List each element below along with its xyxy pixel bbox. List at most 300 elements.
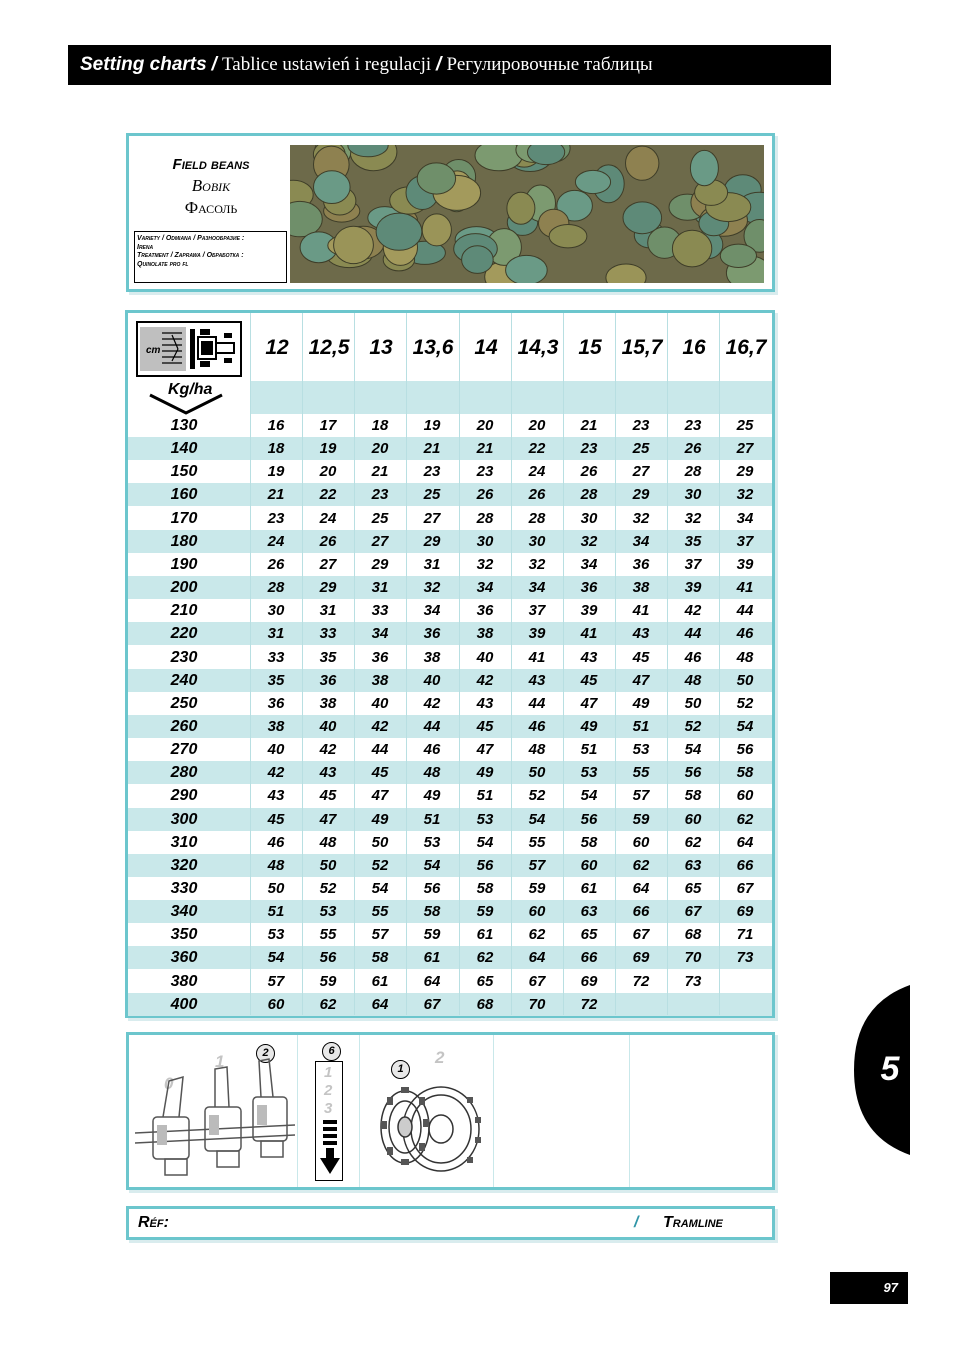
- setting-cell: 46: [684, 648, 702, 666]
- setting-cell: 66: [736, 856, 754, 874]
- header-separator: /: [435, 54, 447, 75]
- setting-cell: 53: [267, 926, 285, 944]
- setting-cell: 43: [528, 671, 546, 689]
- setting-cell: 34: [632, 532, 650, 550]
- setting-cell: 47: [371, 787, 389, 805]
- setting-cell: 71: [736, 926, 754, 944]
- setting-cell: 34: [528, 579, 546, 597]
- setting-cell: 46: [423, 741, 441, 759]
- bean-shape: [376, 213, 422, 250]
- variety-box: [134, 231, 287, 283]
- setting-cell: 51: [476, 787, 494, 805]
- setting-cell: 38: [476, 625, 494, 643]
- setting-cell: 56: [423, 880, 441, 897]
- setting-cell: 23: [684, 417, 702, 434]
- setting-cell: 53: [319, 903, 337, 921]
- setting-cell: 73: [736, 949, 754, 967]
- setting-cell: 66: [632, 903, 650, 921]
- setting-cell: 22: [528, 440, 546, 458]
- variety-value: Irena: [137, 243, 154, 251]
- setting-cell: 48: [684, 671, 702, 689]
- setting-cell: 23: [580, 440, 598, 458]
- column-divider: [615, 313, 616, 1015]
- table-row: [128, 460, 772, 483]
- reference-slash: /: [634, 1214, 639, 1231]
- bean-shape: [623, 202, 662, 234]
- speed-header-4: 14: [459, 313, 512, 383]
- setting-cell: 39: [736, 555, 754, 573]
- setting-cell: 59: [476, 903, 494, 921]
- gear-sprocket-icon: [367, 1077, 487, 1177]
- setting-cell: 60: [528, 903, 546, 921]
- setting-cell: 43: [632, 625, 650, 643]
- setting-cell: 28: [528, 509, 546, 527]
- setting-cell: 50: [267, 880, 285, 897]
- setting-cell: 67: [684, 903, 702, 921]
- setting-cell: 35: [319, 648, 337, 666]
- rate-unit-label: Kg/ha: [168, 381, 213, 398]
- setting-cell: 49: [476, 764, 494, 782]
- setting-cell: 30: [684, 486, 702, 504]
- setting-cell: 36: [371, 648, 389, 666]
- setting-cell: 24: [319, 509, 337, 527]
- scale-badge: 6: [322, 1042, 341, 1061]
- rate-cell: 260: [170, 717, 198, 735]
- setting-cell: 27: [423, 509, 441, 527]
- setting-cell: 54: [736, 717, 754, 735]
- setting-cell: 50: [684, 694, 702, 712]
- setting-cell: 32: [580, 532, 598, 550]
- setting-cell: 38: [632, 579, 650, 597]
- table-row: [128, 970, 772, 993]
- bean-shape: [549, 225, 587, 248]
- column-divider: [563, 313, 564, 1015]
- setting-cell: 64: [736, 833, 754, 851]
- page-header-bar: [68, 45, 831, 85]
- rate-cell: 180: [170, 532, 198, 550]
- setting-cell: 25: [423, 486, 441, 504]
- setting-cell: 55: [632, 764, 650, 782]
- setting-cell: 72: [580, 995, 598, 1013]
- setting-cell: 63: [580, 903, 598, 921]
- settings-divider: [629, 1035, 630, 1187]
- setting-cell: 23: [423, 463, 441, 481]
- rate-cell: 350: [170, 926, 198, 944]
- setting-cell: 27: [632, 463, 650, 481]
- setting-cell: 26: [684, 440, 702, 458]
- setting-cell: 51: [423, 810, 441, 828]
- setting-cell: 54: [267, 949, 285, 967]
- setting-cell: 32: [736, 486, 754, 504]
- rate-cell: 330: [170, 880, 198, 897]
- setting-cell: 50: [736, 671, 754, 689]
- bean-shape: [462, 246, 494, 274]
- setting-cell: 69: [736, 903, 754, 921]
- setting-cell: 31: [423, 555, 441, 573]
- setting-cell: 27: [371, 532, 389, 550]
- rate-cell: 290: [170, 787, 198, 805]
- setting-cell: 33: [371, 602, 389, 620]
- header-title-pl: Tablice ustawień i regulacji: [222, 54, 432, 75]
- setting-cell: 56: [580, 810, 598, 828]
- setting-cell: 64: [371, 995, 389, 1013]
- table-row: [128, 507, 772, 530]
- setting-cell: 50: [371, 833, 389, 851]
- rate-cell: 340: [170, 903, 198, 921]
- setting-cell: 48: [267, 856, 285, 874]
- setting-cell: 38: [423, 648, 441, 666]
- section-number: 5: [880, 1050, 900, 1088]
- crop-name-pl: Bobik: [191, 176, 231, 195]
- seed-photo: [290, 145, 764, 283]
- table-row: [128, 530, 772, 553]
- speed-header-7: 15,7: [615, 313, 668, 383]
- rate-cell: 320: [170, 856, 198, 874]
- crop-names: [137, 156, 285, 218]
- setting-cell: 29: [423, 532, 441, 550]
- setting-cell: 72: [632, 972, 650, 990]
- rate-cell: 220: [170, 625, 198, 643]
- setting-cell: 34: [423, 602, 441, 620]
- setting-cell: 60: [684, 810, 702, 828]
- header-title-ru: Регулировочные таблицы: [446, 54, 653, 75]
- setting-cell: 46: [736, 625, 754, 643]
- setting-cell: 41: [580, 625, 598, 643]
- rate-cell: 160: [170, 486, 198, 504]
- setting-cell: 40: [476, 648, 494, 666]
- rate-cell: 380: [170, 972, 198, 990]
- setting-cell: 56: [736, 741, 754, 759]
- scale-indicator: [315, 1061, 343, 1181]
- setting-cell: 51: [580, 741, 598, 759]
- setting-cell: 67: [423, 995, 441, 1013]
- column-divider: [354, 313, 355, 1015]
- setting-cell: 59: [423, 926, 441, 944]
- rate-cell: 230: [170, 648, 198, 666]
- setting-cell: 30: [476, 532, 494, 550]
- setting-cell: 60: [632, 833, 650, 851]
- rate-cell: 210: [170, 602, 198, 620]
- rate-cell: 140: [170, 440, 198, 458]
- setting-cell: 45: [476, 717, 494, 735]
- setting-cell: 45: [632, 648, 650, 666]
- setting-cell: 55: [319, 926, 337, 944]
- column-divider: [719, 313, 720, 1015]
- setting-cell: 36: [580, 579, 598, 597]
- setting-cell: 67: [528, 972, 546, 990]
- setting-cell: 25: [371, 509, 389, 527]
- setting-cell: 35: [684, 532, 702, 550]
- crop-name-ru: Фасоль: [184, 198, 238, 217]
- setting-cell: 61: [371, 972, 389, 990]
- setting-cell: 54: [580, 787, 598, 805]
- setting-cell: 45: [580, 671, 598, 689]
- setting-cell: 43: [267, 787, 285, 805]
- setting-cell: 70: [684, 949, 702, 967]
- setting-cell: 46: [528, 717, 546, 735]
- rate-cell: 200: [170, 579, 198, 597]
- column-divider: [459, 313, 460, 1015]
- setting-cell: 55: [528, 833, 546, 851]
- setting-cell: 33: [267, 648, 285, 666]
- setting-cell: 45: [319, 787, 337, 805]
- setting-cell: 38: [267, 717, 285, 735]
- setting-cell: 29: [371, 555, 389, 573]
- setting-cell: 57: [528, 856, 546, 874]
- setting-cell: 65: [580, 926, 598, 944]
- setting-cell: 38: [371, 671, 389, 689]
- setting-cell: 56: [476, 856, 494, 874]
- setting-cell: 65: [476, 972, 494, 990]
- setting-cell: 19: [319, 440, 337, 458]
- bean-shape: [422, 214, 451, 246]
- tramline-label: Tramline: [663, 1214, 723, 1231]
- speed-header-5: 14,3: [511, 313, 564, 383]
- setting-cell: 64: [528, 949, 546, 967]
- icon-unit-cm: cm: [146, 345, 161, 356]
- setting-cell: 51: [632, 717, 650, 735]
- table-row: [128, 854, 772, 877]
- setting-cell: 47: [319, 810, 337, 828]
- setting-cell: 21: [371, 463, 389, 481]
- table-row: [128, 437, 772, 460]
- table-row: [128, 692, 772, 715]
- setting-cell: 37: [736, 532, 754, 550]
- setting-cell: 40: [371, 694, 389, 712]
- header-separator: /: [211, 54, 223, 75]
- setting-cell: 21: [267, 486, 285, 504]
- setting-cell: 42: [476, 671, 494, 689]
- setting-cell: 40: [319, 717, 337, 735]
- rate-table: [125, 310, 775, 1018]
- setting-cell: 51: [267, 903, 285, 921]
- setting-cell: 52: [319, 880, 337, 897]
- setting-cell: 43: [319, 764, 337, 782]
- setting-cell: 20: [528, 417, 546, 434]
- setting-cell: 32: [528, 555, 546, 573]
- setting-cell: 35: [267, 671, 285, 689]
- setting-cell: 60: [736, 787, 754, 805]
- setting-cell: 62: [528, 926, 546, 944]
- setting-cell: 42: [319, 741, 337, 759]
- setting-cell: 58: [423, 903, 441, 921]
- settings-divider: [359, 1035, 360, 1187]
- setting-cell: 34: [580, 555, 598, 573]
- setting-cell: 32: [476, 555, 494, 573]
- scale-position-3: 3: [324, 1100, 333, 1117]
- setting-cell: 62: [632, 856, 650, 874]
- setting-cell: 40: [267, 741, 285, 759]
- speed-header-6: 15: [563, 313, 616, 383]
- setting-cell: 23: [267, 509, 285, 527]
- setting-cell: 65: [684, 880, 702, 897]
- page-number: 97: [830, 1272, 908, 1304]
- header-title-en: Setting charts: [80, 54, 207, 75]
- setting-cell: 28: [684, 463, 702, 481]
- table-row: [128, 761, 772, 784]
- setting-cell: 37: [528, 602, 546, 620]
- bean-shape: [690, 150, 718, 185]
- bean-shape: [720, 244, 756, 267]
- rate-cell: 170: [170, 509, 198, 527]
- setting-cell: 36: [267, 694, 285, 712]
- setting-cell: 29: [632, 486, 650, 504]
- bean-shape: [506, 255, 548, 283]
- rate-cell: 310: [170, 833, 198, 851]
- setting-cell: 64: [423, 972, 441, 990]
- setting-cell: 45: [267, 810, 285, 828]
- table-row: [128, 900, 772, 923]
- setting-cell: 54: [684, 741, 702, 759]
- setting-cell: 61: [580, 880, 598, 897]
- speed-header-9: 16,7: [719, 313, 772, 383]
- setting-cell: 21: [423, 440, 441, 458]
- rate-cell: 270: [170, 741, 198, 759]
- speed-header-8: 16: [667, 313, 720, 383]
- setting-cell: 57: [371, 926, 389, 944]
- table-row: [128, 576, 772, 599]
- rate-cell: 240: [170, 671, 198, 689]
- setting-cell: 60: [580, 856, 598, 874]
- setting-cell: 33: [319, 625, 337, 643]
- reference-panel: [126, 1206, 775, 1240]
- setting-cell: 31: [371, 579, 389, 597]
- setting-cell: 25: [632, 440, 650, 458]
- setting-cell: 55: [371, 903, 389, 921]
- setting-cell: 62: [476, 949, 494, 967]
- rate-cell: 130: [170, 417, 198, 434]
- lever-position-1: 1: [215, 1052, 225, 1071]
- bean-shape: [334, 226, 374, 263]
- setting-cell: 50: [319, 856, 337, 874]
- rate-cell: 400: [170, 995, 198, 1013]
- setting-cell: 19: [267, 463, 285, 481]
- section-tab: [854, 985, 954, 1155]
- setting-cell: 36: [319, 671, 337, 689]
- setting-cell: 17: [319, 417, 337, 434]
- setting-cell: 39: [684, 579, 702, 597]
- setting-cell: 29: [736, 463, 754, 481]
- table-row: [128, 877, 772, 900]
- setting-cell: 24: [267, 532, 285, 550]
- setting-cell: 36: [632, 555, 650, 573]
- setting-cell: 30: [267, 602, 285, 620]
- setting-cell: 47: [580, 694, 598, 712]
- table-row: [128, 784, 772, 807]
- setting-cell: 59: [632, 810, 650, 828]
- setting-cell: 32: [684, 509, 702, 527]
- setting-cell: 49: [632, 694, 650, 712]
- table-row: [128, 715, 772, 738]
- rate-cell: 250: [170, 694, 198, 712]
- column-divider: [667, 313, 668, 1015]
- setting-cell: 44: [528, 694, 546, 712]
- table-row: [128, 808, 772, 831]
- column-divider: [250, 313, 251, 1015]
- table-row: [128, 553, 772, 576]
- table-row: [128, 669, 772, 692]
- column-divider: [511, 313, 512, 1015]
- setting-cell: 73: [684, 972, 702, 990]
- setting-cell: 48: [423, 764, 441, 782]
- setting-cell: 36: [476, 602, 494, 620]
- speed-header-1: 12,5: [302, 313, 355, 383]
- table-row: [128, 599, 772, 622]
- setting-cell: 43: [476, 694, 494, 712]
- setting-cell: 56: [684, 764, 702, 782]
- setting-cell: 58: [476, 880, 494, 897]
- setting-cell: 43: [580, 648, 598, 666]
- setting-cell: 58: [684, 787, 702, 805]
- treatment-label: Treatment / Zaprawa / Обработка :: [137, 252, 244, 259]
- setting-cell: 62: [319, 995, 337, 1013]
- rate-cell: 150: [170, 463, 198, 481]
- setting-cell: 26: [267, 555, 285, 573]
- column-divider: [406, 313, 407, 1015]
- setting-cell: 31: [319, 602, 337, 620]
- speed-header-2: 13: [354, 313, 407, 383]
- setting-cell: 57: [267, 972, 285, 990]
- settings-divider: [493, 1035, 494, 1187]
- setting-cell: 49: [580, 717, 598, 735]
- setting-cell: 16: [267, 417, 285, 434]
- setting-cell: 42: [371, 717, 389, 735]
- setting-cell: 27: [736, 440, 754, 458]
- setting-cell: 44: [423, 717, 441, 735]
- setting-cell: 53: [423, 833, 441, 851]
- setting-cell: 54: [528, 810, 546, 828]
- settings-panel: [126, 1032, 775, 1190]
- setting-cell: 59: [528, 880, 546, 897]
- setting-cell: 52: [528, 787, 546, 805]
- treatment-value: Quinolate pro fl: [137, 260, 189, 268]
- bean-shape: [528, 145, 565, 165]
- gear-position-2: 2: [435, 1048, 445, 1067]
- setting-cell: 62: [736, 810, 754, 828]
- bean-shape: [575, 170, 610, 193]
- setting-cell: 42: [267, 764, 285, 782]
- speed-header-3: 13,6: [406, 313, 459, 383]
- setting-cell: 49: [423, 787, 441, 805]
- setting-cell: 44: [736, 602, 754, 620]
- setting-cell: 26: [580, 463, 598, 481]
- setting-cell: 67: [736, 880, 754, 897]
- setting-cell: 18: [267, 440, 285, 458]
- bean-shape: [626, 146, 659, 180]
- table-row: [128, 414, 772, 437]
- bean-shape: [314, 171, 351, 204]
- setting-cell: 61: [423, 949, 441, 967]
- bean-shape: [507, 192, 535, 224]
- variety-label: Variety / Odmiana / Разнообразие :: [137, 235, 245, 242]
- column-divider: [302, 313, 303, 1015]
- setting-cell: 67: [632, 926, 650, 944]
- setting-cell: 63: [684, 856, 702, 874]
- setting-cell: 68: [476, 995, 494, 1013]
- setting-cell: 20: [319, 463, 337, 481]
- setting-cell: 46: [267, 833, 285, 851]
- setting-cell: 48: [528, 741, 546, 759]
- setting-cell: 39: [580, 602, 598, 620]
- lever-badge: 2: [256, 1044, 275, 1063]
- crop-panel: [126, 133, 775, 292]
- setting-cell: 41: [736, 579, 754, 597]
- setting-cell: 29: [319, 579, 337, 597]
- setting-cell: 48: [319, 833, 337, 851]
- setting-cell: 44: [684, 625, 702, 643]
- setting-cell: 68: [684, 926, 702, 944]
- setting-cell: 20: [476, 417, 494, 434]
